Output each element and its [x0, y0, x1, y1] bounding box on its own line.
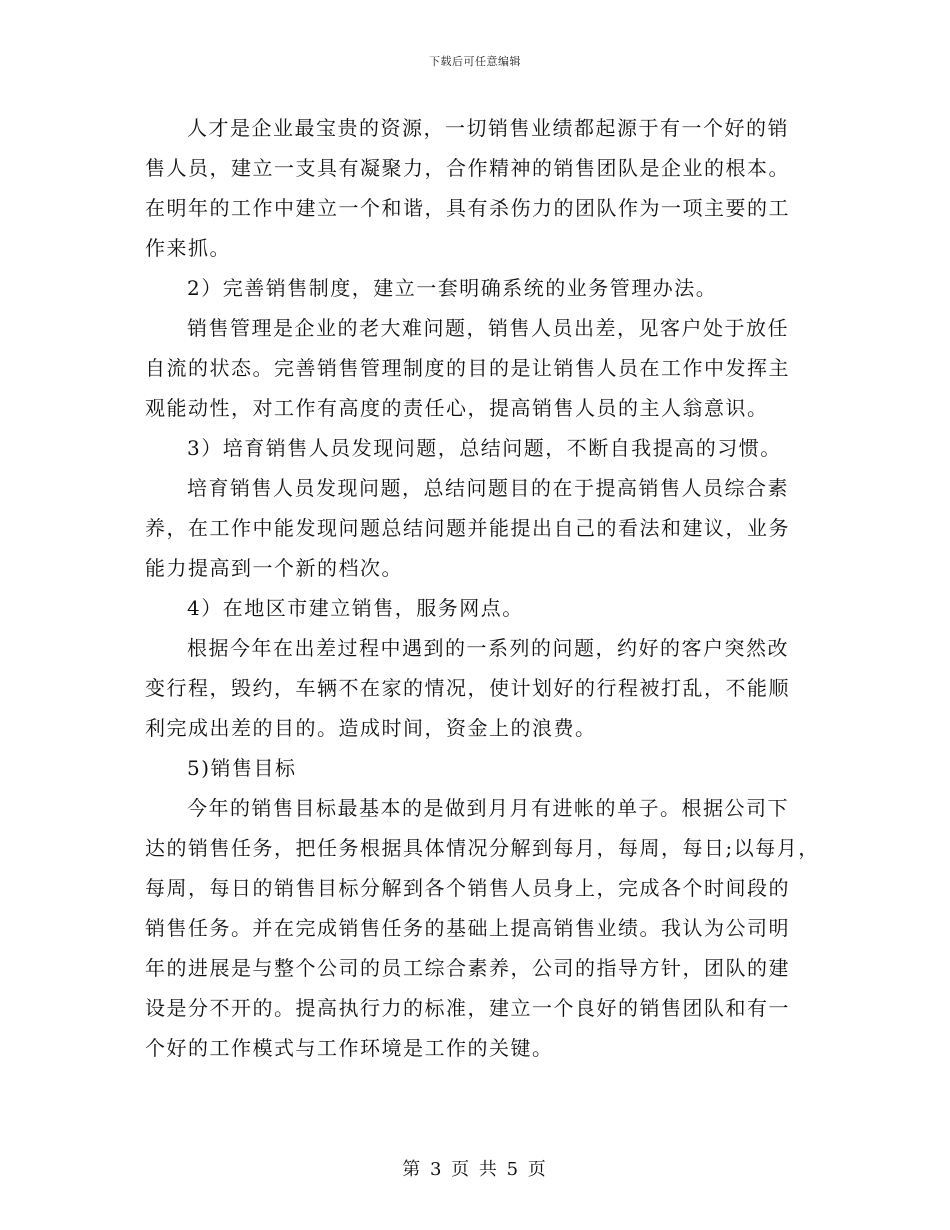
text-line: 自流的状态。完善销售管理制度的目的是让销售人员在工作中发挥主 — [145, 356, 790, 380]
text-line: 设是分不开的。提高执行力的标准，建立一个良好的销售团队和有一 — [145, 996, 790, 1020]
text-line: 根据今年在出差过程中遇到的一系列的问题，约好的客户突然改 — [187, 636, 789, 660]
text-line: 利完成出差的目的。造成时间，资金上的浪费。 — [145, 716, 597, 740]
text-line: 销售任务。并在完成销售任务的基础上提高销售业绩。我认为公司明 — [145, 916, 790, 940]
text-line: 达的销售任务，把任务根据具体情况分解到每月，每周，每日;以每月， — [145, 836, 820, 860]
text-line: 售人员，建立一支具有凝聚力，合作精神的销售团队是企业的根本。 — [145, 156, 790, 180]
text-line: 年的进展是与整个公司的员工综合素养，公司的指导方针，团队的建 — [145, 956, 790, 980]
text-line: 作来抓。 — [145, 236, 231, 260]
text-line: 变行程，毁约，车辆不在家的情况，使计划好的行程被打乱，不能顺 — [145, 676, 790, 700]
page-number: 第 3 页 共 5 页 — [402, 1159, 548, 1180]
text-line: 养，在工作中能发现问题总结问题并能提出自己的看法和建议，业务 — [145, 516, 790, 540]
text-line: 能力提高到一个新的档次。 — [145, 556, 403, 580]
text-line: 观能动性，对工作有高度的责任心，提高销售人员的主人翁意识。 — [145, 396, 769, 420]
text-line: 5)销售目标 — [187, 756, 297, 780]
document-body — [145, 108, 820, 1068]
page-header: 下载后可任意编辑 — [429, 55, 521, 68]
text-line: 培育销售人员发现问题，总结问题目的在于提高销售人员综合素 — [187, 476, 789, 500]
text-line: 3）培育销售人员发现问题，总结问题，不断自我提高的习惯。 — [187, 436, 782, 460]
text-line: 每周，每日的销售目标分解到各个销售人员身上，完成各个时间段的 — [145, 876, 790, 900]
text-line: 今年的销售目标最基本的是做到月月有进帐的单子。根据公司下 — [187, 796, 789, 820]
text-line: 4）在地区市建立销售，服务网点。 — [187, 596, 524, 620]
text-line: 在明年的工作中建立一个和谐，具有杀伤力的团队作为一项主要的工 — [145, 196, 790, 220]
text-line: 销售管理是企业的老大难问题，销售人员出差，见客户处于放任 — [187, 316, 789, 340]
text-line: 2）完善销售制度，建立一套明确系统的业务管理办法。 — [187, 276, 718, 300]
text-line: 人才是企业最宝贵的资源，一切销售业绩都起源于有一个好的销 — [187, 116, 789, 140]
text-line: 个好的工作模式与工作环境是工作的关键。 — [145, 1036, 554, 1060]
